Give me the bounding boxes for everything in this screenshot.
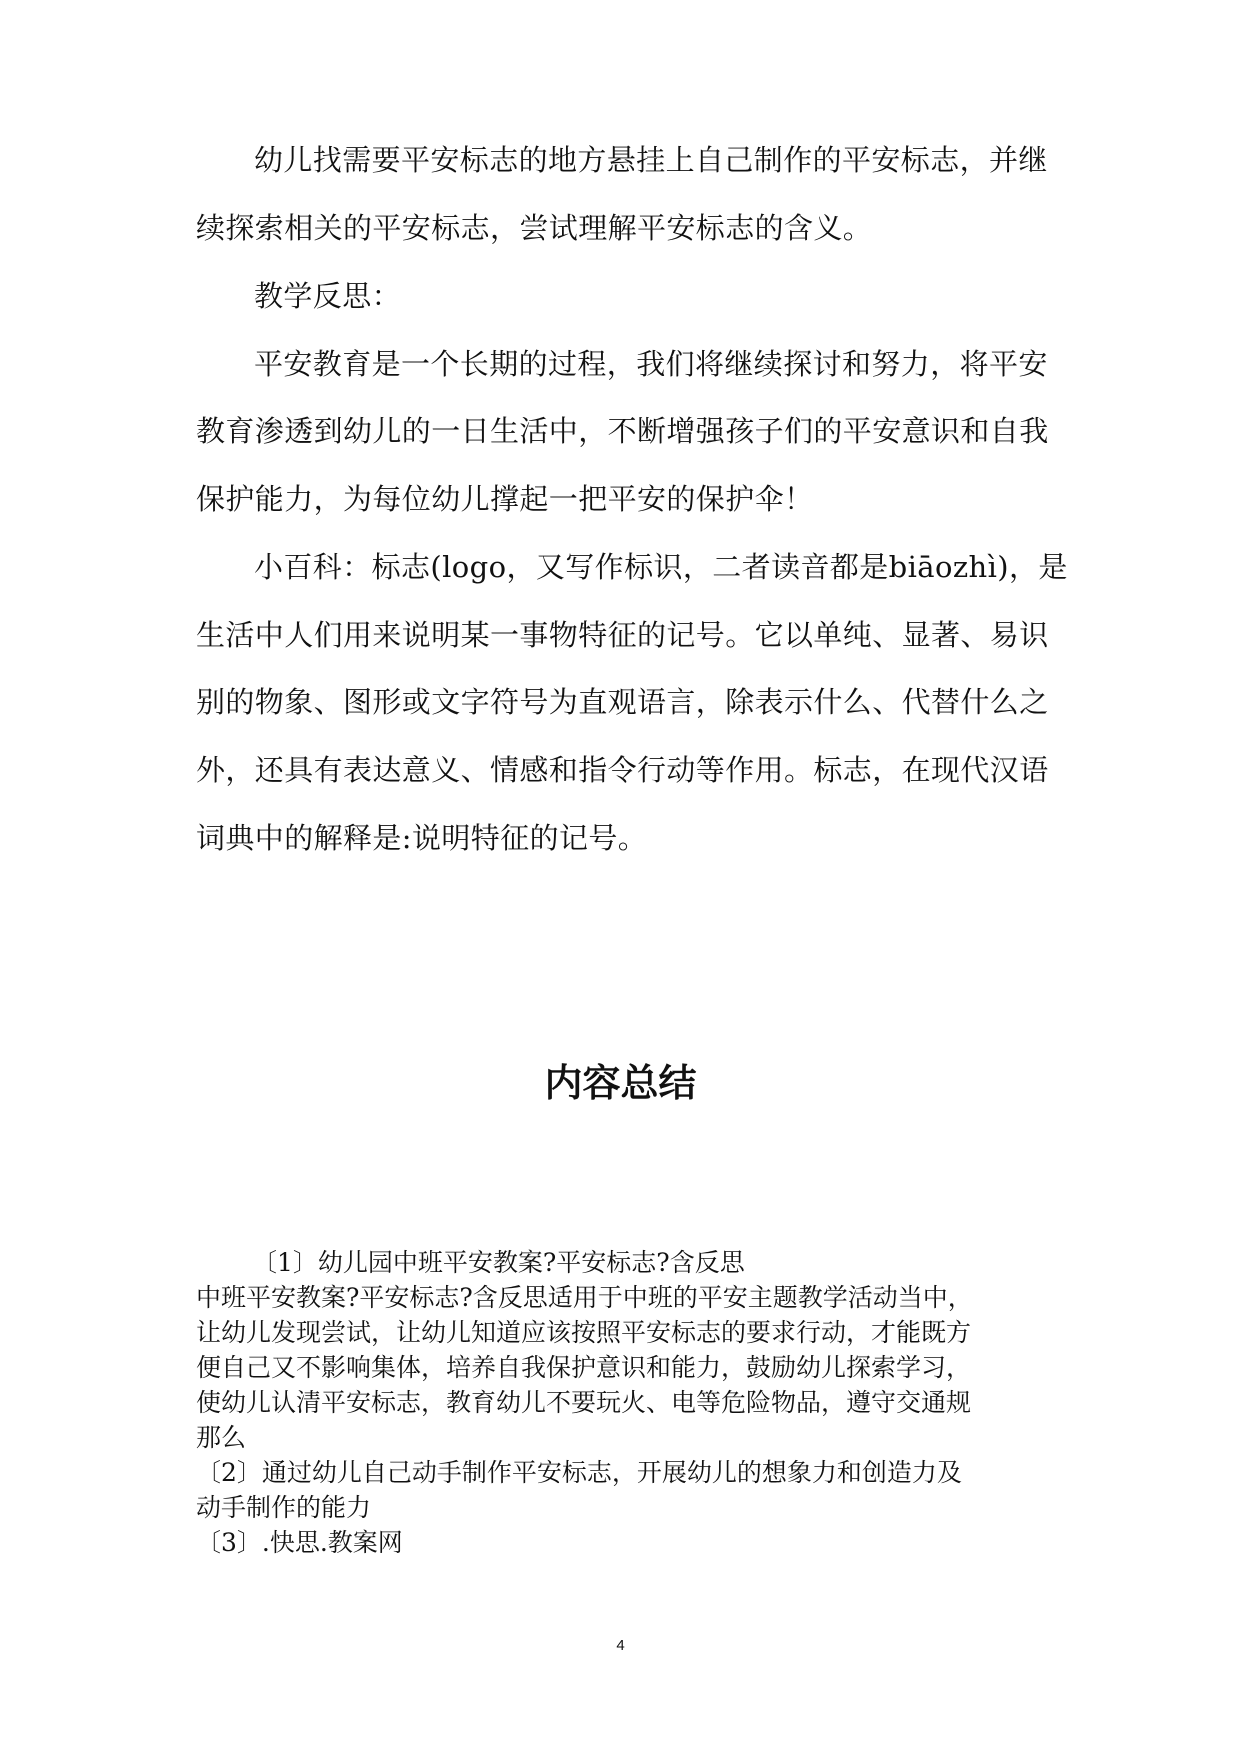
summary-title: 内容总结 bbox=[544, 1061, 697, 1105]
summary-line: 〔1〕幼儿园中班平安教案?平安标志?含反思 bbox=[252, 1248, 745, 1277]
body-paragraph-line: 保护能力，为每位幼儿撑起一把平安的保护伞！ bbox=[196, 482, 814, 516]
summary-line: 那么 bbox=[196, 1423, 247, 1452]
body-paragraph-line: 幼儿找需要平安标志的地方悬挂上自己制作的平安标志，并继 bbox=[254, 143, 1048, 177]
summary-line: 〔3〕.快思.教案网 bbox=[196, 1528, 403, 1557]
body-paragraph-line: 别的物象、图形或文字符号为直观语言，除表示什么、代替什么之 bbox=[196, 685, 1049, 719]
page-number: 4 bbox=[616, 1637, 625, 1654]
body-paragraph-line: 外，还具有表达意义、情感和指令行动等作用。标志，在现代汉语 bbox=[196, 753, 1049, 787]
summary-line: 中班平安教案?平安标志?含反思适用于中班的平安主题教学活动当中， bbox=[196, 1283, 973, 1312]
summary-line: 便自己又不影响集体，培养自我保护意识和能力，鼓励幼儿探索学习， bbox=[196, 1353, 972, 1382]
summary-line: 动手制作的能力 bbox=[196, 1493, 372, 1522]
body-paragraph-line: 续探索相关的平安标志，尝试理解平安标志的含义。 bbox=[196, 211, 873, 245]
body-paragraph-line: 平安教育是一个长期的过程，我们将继续探讨和努力，将平安 bbox=[254, 347, 1048, 381]
summary-line: 〔2〕通过幼儿自己动手制作平安标志，开展幼儿的想象力和创造力及 bbox=[196, 1458, 962, 1487]
body-paragraph-line: 教育渗透到幼儿的一日生活中，不断增强孩子们的平安意识和自我 bbox=[196, 414, 1049, 448]
body-paragraph-line: 小百科：标志(logo，又写作标识，二者读音都是biāozhì)，是 bbox=[254, 550, 1068, 584]
body-paragraph-line: 生活中人们用来说明某一事物特征的记号。它以单纯、显著、易识 bbox=[196, 618, 1049, 652]
section-heading-reflection: 教学反思： bbox=[254, 279, 402, 313]
summary-line: 使幼儿认清平安标志，教育幼儿不要玩火、电等危险物品，遵守交通规 bbox=[196, 1388, 972, 1417]
body-paragraph-line: 词典中的解释是:说明特征的记号。 bbox=[196, 821, 648, 855]
summary-line: 让幼儿发现尝试，让幼儿知道应该按照平安标志的要求行动，才能既方 bbox=[196, 1318, 972, 1347]
